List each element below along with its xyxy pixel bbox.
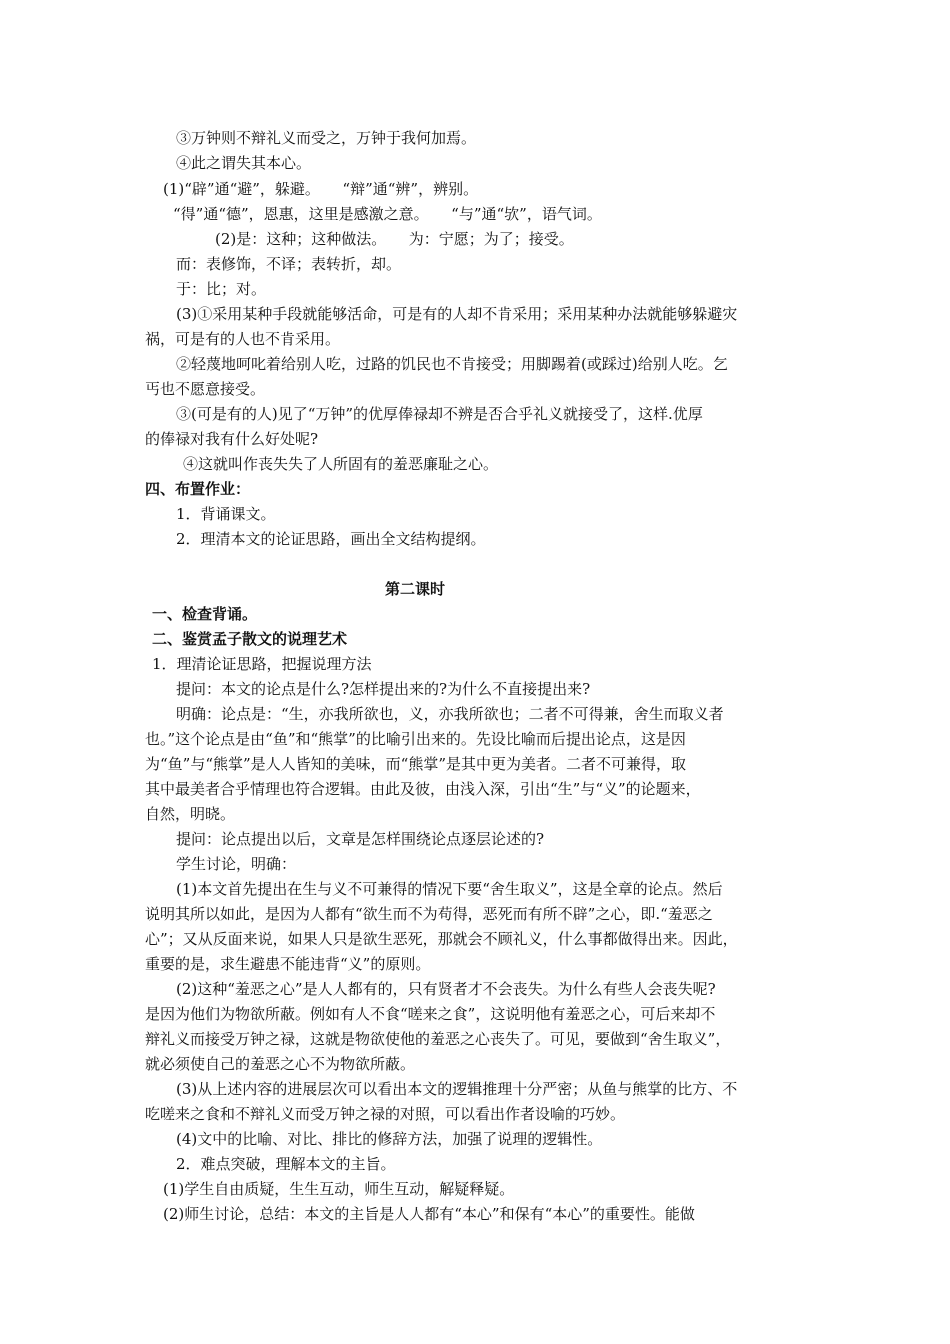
- text-line: (2)师生讨论，总结：本文的主旨是人人都有“本心”和保有“本心”的重要性。能做: [163, 1205, 695, 1223]
- text-line: 而：表修饰，不译；表转折，却。: [176, 255, 402, 273]
- text-line: 也。”这个论点是由“鱼”和“熊掌”的比喻引出来的。先设比喻而后提出论点，这是因: [145, 730, 686, 748]
- text-line: (2)是：这种；这种做法。 为：宁愿；为了；接受。: [215, 230, 574, 248]
- text-line: 2．难点突破，理解本文的主旨。: [176, 1155, 396, 1173]
- text-line: (2)这种“羞恶之心”是人人都有的，只有贤者才不会丧失。为什么有些人会丧失呢?: [176, 980, 716, 998]
- text-line: 自然，明晓。: [145, 805, 236, 823]
- section-heading: 四、布置作业：: [145, 480, 251, 498]
- text-line: 说明其所以如此，是因为人都有“欲生而不为苟得，恶死而有所不辟”之心，即.“羞恶之: [145, 905, 713, 923]
- text-line: 于：比；对。: [176, 280, 267, 298]
- text-line: ④此之谓失其本心。: [176, 154, 312, 172]
- text-line: 重要的是，求生避患不能违背“义”的原则。: [145, 955, 431, 973]
- text-line: 其中最美者合乎情理也符合逻辑。由此及彼，由浅入深，引出“生”与“义”的论题来，: [145, 780, 701, 798]
- text-line: 提问：论点提出以后，文章是怎样围绕论点逐层论述的?: [176, 830, 545, 848]
- section-heading: 二、鉴赏孟子散文的说理艺术: [152, 630, 348, 648]
- text-line: 1．理清论证思路，把握说理方法: [152, 655, 372, 673]
- text-line: 2．理清本文的论证思路，画出全文结构提纲。: [176, 530, 486, 548]
- text-line: (4)文中的比喻、对比、排比的修辞方法，加强了说理的逻辑性。: [176, 1130, 603, 1148]
- text-line: 心”；又从反面来说，如果人只是欲生恶死，那就会不顾礼义，什么事都做得出来。因此，: [145, 930, 738, 948]
- text-line: “得”通“德”，恩惠，这里是感激之意。 “与”通“欤”，语气词。: [173, 205, 602, 223]
- text-line: 丐也不愿意接受。: [145, 380, 266, 398]
- text-line: 为“鱼”与“熊掌”是人人皆知的美味，而“熊掌”是其中更为美者。二者不可兼得，取: [145, 755, 687, 773]
- text-line: 1．背诵课文。: [176, 505, 276, 523]
- text-line: (1)学生自由质疑，生生互动，师生互动，解疑释疑。: [163, 1180, 515, 1198]
- text-line: 祸，可是有的人也不肯采用。: [145, 330, 341, 348]
- text-line: 学生讨论，明确：: [176, 855, 297, 873]
- text-line: 提问：本文的论点是什么?怎样提出来的?为什么不直接提出来?: [176, 680, 591, 698]
- text-line: ②轻蔑地呵叱着给别人吃，过路的饥民也不肯接受；用脚踢着(或踩过)给别人吃。乞: [176, 355, 728, 373]
- text-line: (1)本文首先提出在生与义不可兼得的情况下要“舍生取义”，这是全章的论点。然后: [176, 880, 723, 898]
- section-heading: 一、检查背诵。: [152, 605, 258, 623]
- text-line: ③(可是有的人)见了“万钟”的优厚俸禄却不辨是否合乎礼义就接受了，这样.优厚: [176, 405, 703, 423]
- text-line: 吃嗟来之食和不辩礼义而受万钟之禄的对照，可以看出作者设喻的巧妙。: [145, 1105, 626, 1123]
- text-line: 的俸禄对我有什么好处呢?: [145, 430, 319, 448]
- text-line: (3)从上述内容的进展层次可以看出本文的逻辑推理十分严密；从鱼与熊掌的比方、不: [176, 1080, 738, 1098]
- text-line: 是因为他们为物欲所蔽。例如有人不食“嗟来之食”，这说明他有羞恶之心，可后来却不: [145, 1005, 716, 1023]
- text-line: 明确：论点是：“生，亦我所欲也，义，亦我所欲也；二者不可得兼，舍生而取义者: [176, 705, 724, 723]
- text-line: (3)①采用某种手段就能够活命，可是有的人却不肯采用；采用某种办法就能够躲避灾: [176, 305, 738, 323]
- text-line: ④这就叫作丧失失了人所固有的羞恶廉耻之心。: [183, 455, 499, 473]
- text-line: 就必须使自己的羞恶之心不为物欲所蔽。: [145, 1055, 416, 1073]
- text-line: 辩礼义而接受万钟之禄，这就是物欲使他的羞恶之心丧失了。可见，要做到“舍生取义”，: [145, 1030, 731, 1048]
- text-line: ③万钟则不辩礼义而受之，万钟于我何加焉。: [176, 129, 477, 147]
- lesson-title: 第二课时: [384, 580, 445, 598]
- text-line: (1)“辟”通“避”，躲避。 “辩”通“辨”，辨别。: [163, 180, 479, 198]
